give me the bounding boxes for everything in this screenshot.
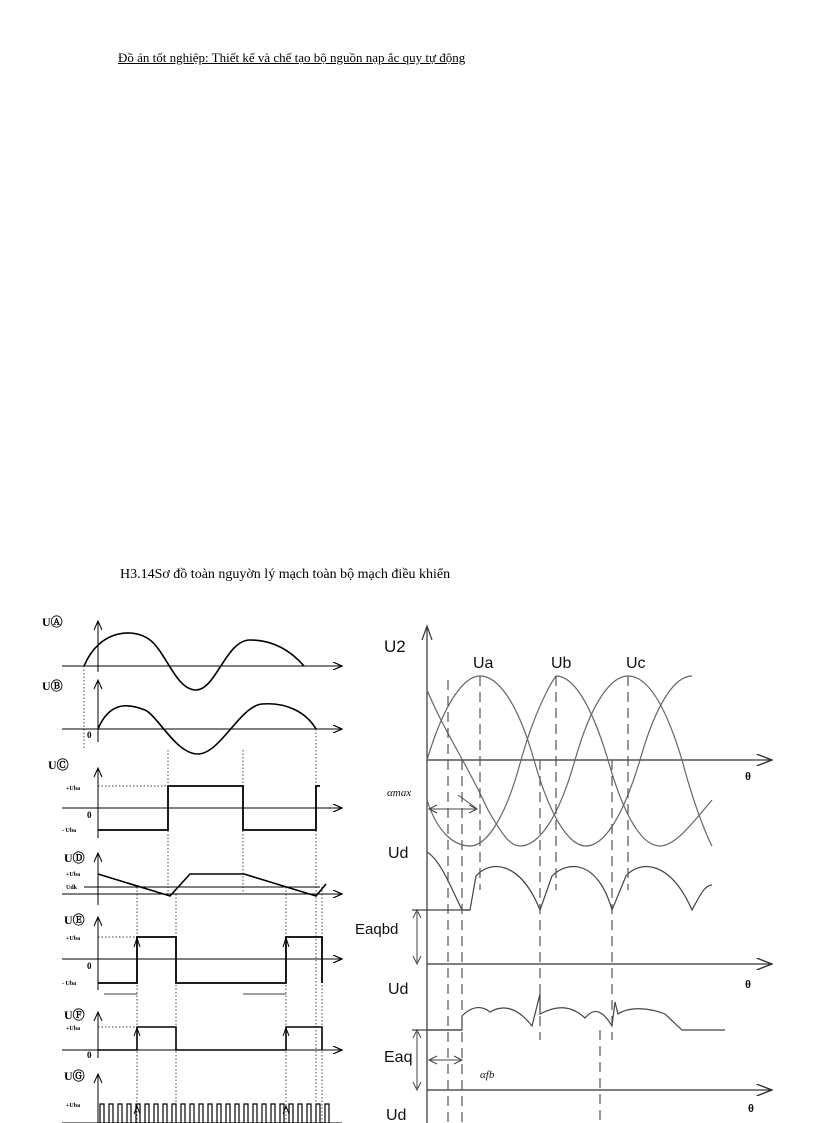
ud-label-1: Ud (388, 845, 409, 862)
phase-curves (427, 676, 712, 846)
right-labels (355, 637, 754, 1123)
zero-e: 0 (87, 961, 92, 971)
pulse-arrow (134, 1106, 140, 1114)
alpha-max-leader (458, 795, 476, 808)
signal-label-f: UⒻ (64, 1008, 85, 1022)
left-timing-diagram (62, 621, 342, 1123)
waveform-d (98, 874, 326, 896)
right-dashed-lines (448, 676, 628, 1123)
signal-label-c: UⒸ (48, 758, 69, 772)
theta-label-1: θ (745, 771, 751, 783)
level-plus-g: +Uba (66, 1103, 81, 1109)
eaqbd-label: Eaqbd (355, 921, 399, 938)
phase-label-uc: Uc (626, 655, 646, 672)
phase-label-ub: Ub (551, 655, 572, 672)
right-plot (412, 626, 772, 1123)
signal-label-e: UⒺ (64, 913, 85, 927)
signal-label-b: UⒷ (42, 679, 63, 693)
waveform-f (98, 1027, 322, 1050)
waveform-a (84, 633, 304, 690)
level-plus-d: +Uba (66, 872, 81, 878)
document-header: Đồ án tốt nghiệp: Thiết kế và chế tạo bộ nguồn nạp ắc quy tự động (118, 50, 466, 65)
left-labels (42, 614, 85, 1083)
zero-c: 0 (87, 810, 92, 820)
ud-label-3: Ud (386, 1107, 407, 1123)
ud-curve-2 (427, 994, 725, 1030)
theta-label-2: θ (745, 979, 751, 991)
level-udk-d: Udk (66, 885, 78, 891)
figure-caption: H3.14Sơ đồ toàn nguyờn lý mạch toàn bộ mạch điều khiển (120, 567, 451, 582)
signal-label-d: UⒹ (64, 851, 85, 865)
alpha-fb-label: αfb (480, 1069, 495, 1081)
signal-label-a: UⒶ (42, 615, 63, 629)
phase-label-ua: Ua (473, 655, 494, 672)
level-labels (62, 786, 80, 1109)
ud-label-2: Ud (388, 981, 409, 998)
level-minus-e: - Uba (62, 981, 77, 987)
signal-label-g: UⒼ (64, 1069, 85, 1083)
level-minus-c: - Uba (62, 828, 77, 834)
zero-labels (87, 730, 92, 1060)
theta-label-3: θ (748, 1103, 754, 1115)
zero-b: 0 (87, 730, 92, 740)
level-plus-f: +Uba (66, 1026, 81, 1032)
level-plus-c: +Uba (66, 786, 81, 792)
ud-curve-1 (427, 852, 712, 910)
level-plus-e: +Uba (66, 936, 81, 942)
alpha-max-label: αmax (387, 787, 412, 799)
zero-f: 0 (87, 1050, 92, 1060)
eaq-label: Eaq (384, 1049, 413, 1066)
u2-label: U2 (384, 637, 406, 656)
